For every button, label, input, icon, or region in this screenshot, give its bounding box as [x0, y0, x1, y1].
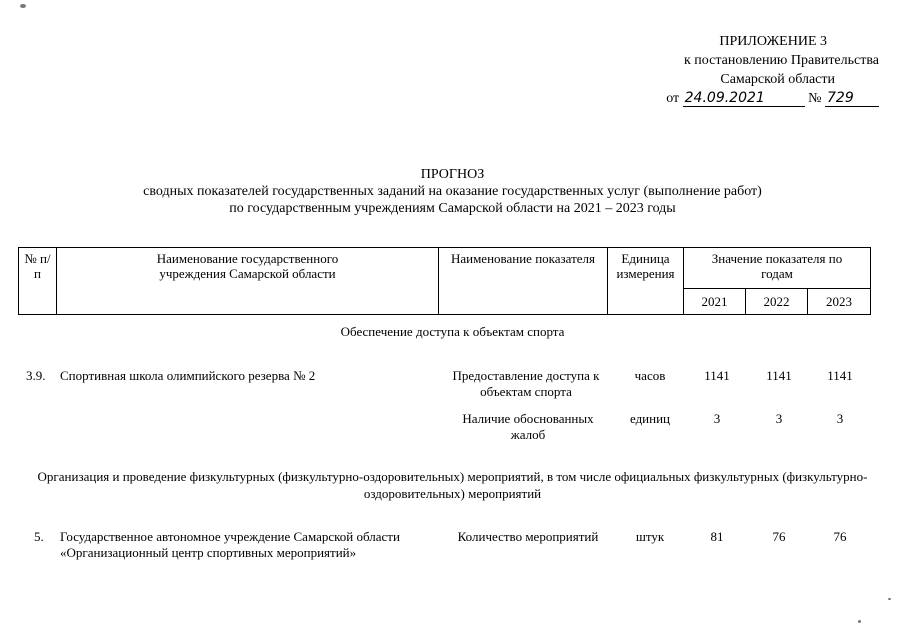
header-num: № п/п	[19, 248, 57, 315]
scan-mark	[20, 4, 26, 8]
row-unit: часов	[634, 368, 666, 383]
heading-title: ПРОГНОЗ	[420, 167, 485, 182]
scan-mark	[888, 598, 891, 600]
scan-mark	[858, 620, 861, 623]
row-institution: Государственное автономное учреждение Самарской области «Организационный центр спортивных мероприятий»	[60, 529, 400, 560]
approval-number-prefix: №	[808, 91, 822, 106]
header-year-2022: 2022	[746, 289, 808, 315]
row-indicator: Предоставление доступа к объектам спорта	[452, 368, 600, 399]
approval-date-line	[639, 89, 879, 108]
approval-line3: Самарской области	[720, 72, 835, 87]
row-value-2021: 81	[710, 529, 724, 544]
approval-date-prefix: от	[666, 91, 680, 106]
row-unit: штук	[635, 529, 665, 544]
header-institution: Наименование государственного учреждения Самарской области	[57, 248, 439, 315]
header-year-2021: 2021	[684, 289, 746, 315]
row-value-2022: 3	[775, 411, 783, 426]
document-heading	[0, 166, 905, 217]
header-value: Значение показателя по годам	[684, 248, 871, 289]
row-num: 3.9.	[26, 368, 46, 383]
row-value-2022: 76	[772, 529, 786, 544]
row-value-2023: 3	[836, 411, 844, 426]
row-indicator: Количество мероприятий	[457, 529, 599, 544]
approval-line2: к постановлению Правительства	[683, 53, 879, 68]
row-value-2022: 1141	[766, 368, 792, 383]
header-unit: Единица измерения	[608, 248, 684, 315]
row-indicator: Наличие обоснованных жалоб	[462, 411, 594, 442]
row-value-2023: 1141	[827, 368, 853, 383]
row-institution: Спортивная школа олимпийского резерва № 2	[60, 368, 316, 383]
approval-block	[639, 32, 879, 108]
row-value-2021: 1141	[704, 368, 730, 383]
row-value-2023: 76	[833, 529, 847, 544]
heading-line1: сводных показателей государственных заданий на оказание государственных услуг (выполнение работ)	[143, 184, 762, 199]
row-num: 5.	[34, 529, 44, 544]
section-title: Организация и проведение физкультурных (физкультурно-оздоровительных) мероприятий, в том числе официальных физкультурных (физкультурно-оздоровительных) мероприятий	[37, 469, 868, 501]
heading-line2: по государственным учреждениям Самарской области на 2021 – 2023 годы	[229, 201, 676, 216]
forecast-table-header	[18, 247, 871, 315]
header-year-2023: 2023	[808, 289, 871, 315]
section-title: Обеспечение доступа к объектам спорта	[340, 324, 565, 339]
row-value-2021: 3	[713, 411, 721, 426]
approval-date-value: 24.09.2021	[683, 90, 805, 107]
row-unit: единиц	[629, 411, 671, 426]
approval-number-value: 729	[825, 90, 879, 107]
approval-title: ПРИЛОЖЕНИЕ 3	[719, 34, 827, 49]
header-indicator: Наименование показателя	[439, 248, 608, 315]
